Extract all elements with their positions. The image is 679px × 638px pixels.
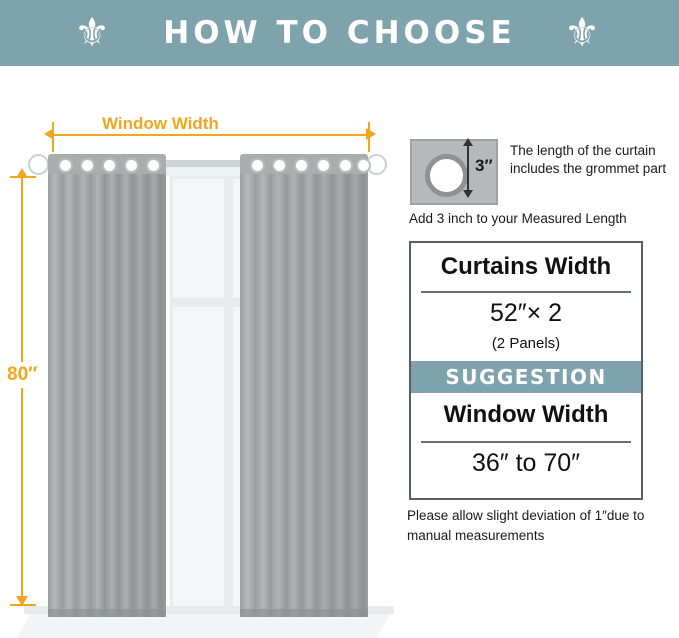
fleur-de-lis-left-icon: ⚜: [74, 11, 110, 55]
illustration-stage: [0, 66, 679, 636]
height-measure-line: [21, 176, 23, 606]
grommet-icon: [250, 158, 265, 173]
page-title: HOW TO CHOOSE: [163, 15, 516, 51]
card-divider-bottom: [421, 441, 631, 443]
header-banner: [0, 0, 679, 66]
grommet-detail-ring-icon: [425, 154, 468, 197]
height-tick-top: [10, 176, 36, 178]
card-window-width-range: 36″ to 70″: [471, 449, 581, 477]
width-tick-right: [368, 122, 370, 152]
curtain-panel-left-hem: [48, 609, 166, 617]
card-divider-top: [421, 291, 631, 293]
grommet-icon: [272, 158, 287, 173]
window-width-measure-line: [52, 134, 370, 136]
suggestion-card: [409, 241, 643, 500]
grommet-icon: [80, 158, 95, 173]
grommet-dimension-label: 3″: [475, 156, 493, 175]
grommet-dimension-arrow-down-icon: [463, 190, 473, 198]
grommet-dimension-line: [467, 144, 469, 196]
grommet-note-text: The length of the curtain includes the grommet part: [510, 143, 667, 176]
curtain-height-label: 80″: [6, 362, 38, 388]
grommet-dimension-arrow-up-icon: [463, 138, 473, 146]
card-panels-count: (2 Panels): [491, 335, 561, 352]
window-mullion-vertical: [224, 176, 233, 621]
curtain-panel-left: [48, 162, 166, 617]
card-suggestion-band: SUGGESTION: [411, 361, 641, 393]
card-title: Curtains Width: [440, 253, 612, 280]
card-window-width-title: Window Width: [443, 401, 609, 428]
grommet-icon: [338, 158, 353, 173]
grommet-icon: [58, 158, 73, 173]
deviation-note: Please allow slight deviation of 1″due to manual measurements: [407, 508, 645, 543]
grommet-icon: [294, 158, 309, 173]
fleur-de-lis-right-icon: ⚜: [564, 11, 600, 55]
card-width-value: 52″× 2: [489, 299, 563, 327]
curtain-rod-finial-left: [28, 154, 49, 175]
curtain-panel-right-hem: [240, 609, 368, 617]
grommet-icon: [356, 158, 371, 173]
add-length-note: Add 3 inch to your Measured Length: [409, 211, 627, 226]
info-column: [405, 66, 670, 636]
curtain-panel-right: [240, 162, 368, 617]
height-tick-bottom: [10, 604, 36, 606]
width-tick-left: [52, 122, 54, 152]
grommet-icon: [316, 158, 331, 173]
grommet-icon: [146, 158, 161, 173]
grommet-icon: [124, 158, 139, 173]
window-width-label: Window Width: [102, 114, 219, 133]
grommet-icon: [102, 158, 117, 173]
